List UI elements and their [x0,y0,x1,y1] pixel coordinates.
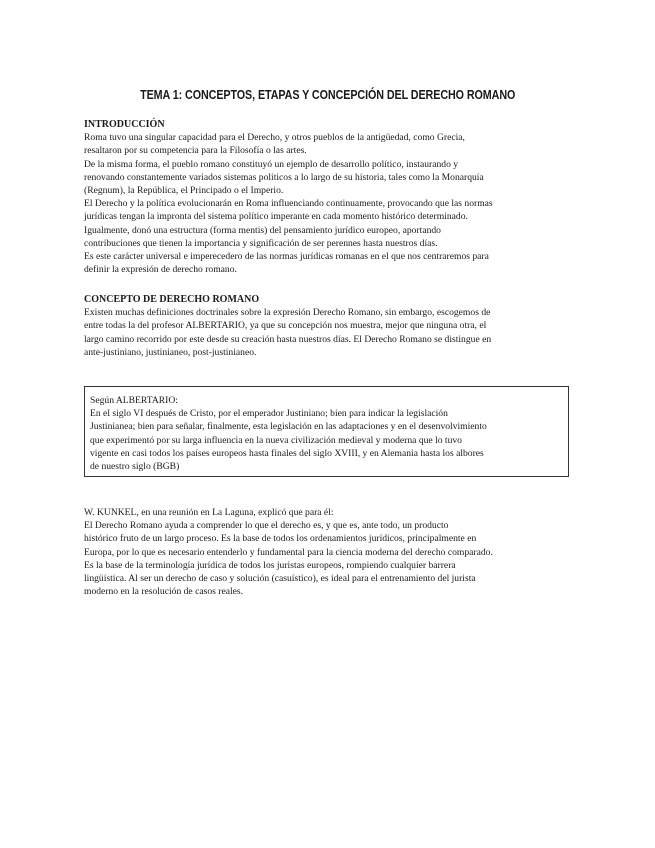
kunkel-section [84,506,554,598]
quote-line: Según ALBERTARIO: [90,395,178,406]
paragraph-line: El Derecho y la política evolucionarán en Roma influenciando continuamente, provocando que las normas [84,198,493,210]
paragraph-line: moderno en la resolución de casos reales. [84,586,244,598]
quote-line: que experimentó por su larga influencia en la nueva civilización medieval y moderna que lo tuvo [90,434,462,446]
introduccion-section [84,118,554,276]
introduccion-heading: INTRODUCCIÓN [84,119,165,130]
paragraph-line: contribuciones que tienen la importancia y significación de ser perennes hasta nuestros días. [84,237,438,249]
albertario-quote-box [84,386,569,477]
page-title: TEMA 1: CONCEPTOS, ETAPAS Y CONCEPCIÓN DEL DERECHO ROMANO [140,88,516,102]
paragraph-line: Roma tuvo una singular capacidad para el Derecho, y otros pueblos de la antigüedad, como Grecia, [84,132,465,144]
quote-line: Justinianea; bien para señalar, finalmente, esta legislación en las adaptaciones y en el desenvolvimiento [90,421,487,433]
paragraph-line: Igualmente, donó una estructura (forma mentis) del pensamiento jurídico europeo, aportando [84,224,441,236]
paragraph-line: histórico fruto de un largo proceso. Es la base de todos los ordenamientos jurídicos, principalmente en [84,533,477,545]
paragraph-line: jurídicas tengan la impronta del sistema político imperante en cada momento histórico determinado. [84,211,468,223]
paragraph-line: Es la base de la terminología jurídica de todos los juristas europeos, rompiendo cualquier barrera [84,559,456,571]
paragraph-line: (Regnum), la República, el Principado o el Imperio. [84,185,284,197]
paragraph-line: El Derecho Romano ayuda a comprender lo que el derecho es, y que es, ante todo, un producto [84,520,449,532]
paragraph-line: entre todas la del profesor ALBERTARIO, ya que su concepción nos muestra, mejor que ninguna otra, el [84,320,487,332]
paragraph-line: largo camino recorrido por este desde su creación hasta nuestros días. El Derecho Romano se distingue en [84,333,492,345]
paragraph-line: Existen muchas definiciones doctrinales sobre la expresión Derecho Romano, sin embargo, escogemos de [84,307,491,319]
concepto-section [84,293,554,359]
paragraph-line: W. KUNKEL, en una reunión en La Laguna, explicó que para él: [84,507,334,518]
paragraph-line: resaltaron por su competencia para la Filosofía o las artes. [84,145,307,157]
quote-line: En el siglo VI después de Cristo, por el emperador Justiniano; bien para indicar la legislación [90,408,448,420]
paragraph-line: De la misma forma, el pueblo romano constituyó un ejemplo de desarrollo político, instaurando y [84,158,459,170]
paragraph-line: lingüística. Al ser un derecho de caso y solución (casuístico), es ideal para el entrenamiento del jurista [84,573,476,585]
paragraph-line: definir la expresión de derecho romano. [84,264,237,276]
paragraph-line: ante-justiniano, justinianeo, post-justinianeo. [84,346,257,358]
paragraph-line: Europa, por lo que es necesario entenderlo y fundamental para la ciencia moderna del derecho comparado. [84,546,493,558]
quote-line: de nuestro siglo (BGB) [90,461,180,473]
concepto-heading: CONCEPTO DE DERECHO ROMANO [84,294,260,305]
quote-line: vigente en casi todos los países europeos hasta finales del siglo XVIII, y en Alemania hasta los albores [90,447,484,459]
paragraph-line: renovando constantemente variados sistemas políticos a lo largo de su historia, tales como la Monarquía [84,171,484,183]
paragraph-line: Es este carácter universal e imperecedero de las normas jurídicas romanas en el que nos centraremos para [84,251,489,263]
